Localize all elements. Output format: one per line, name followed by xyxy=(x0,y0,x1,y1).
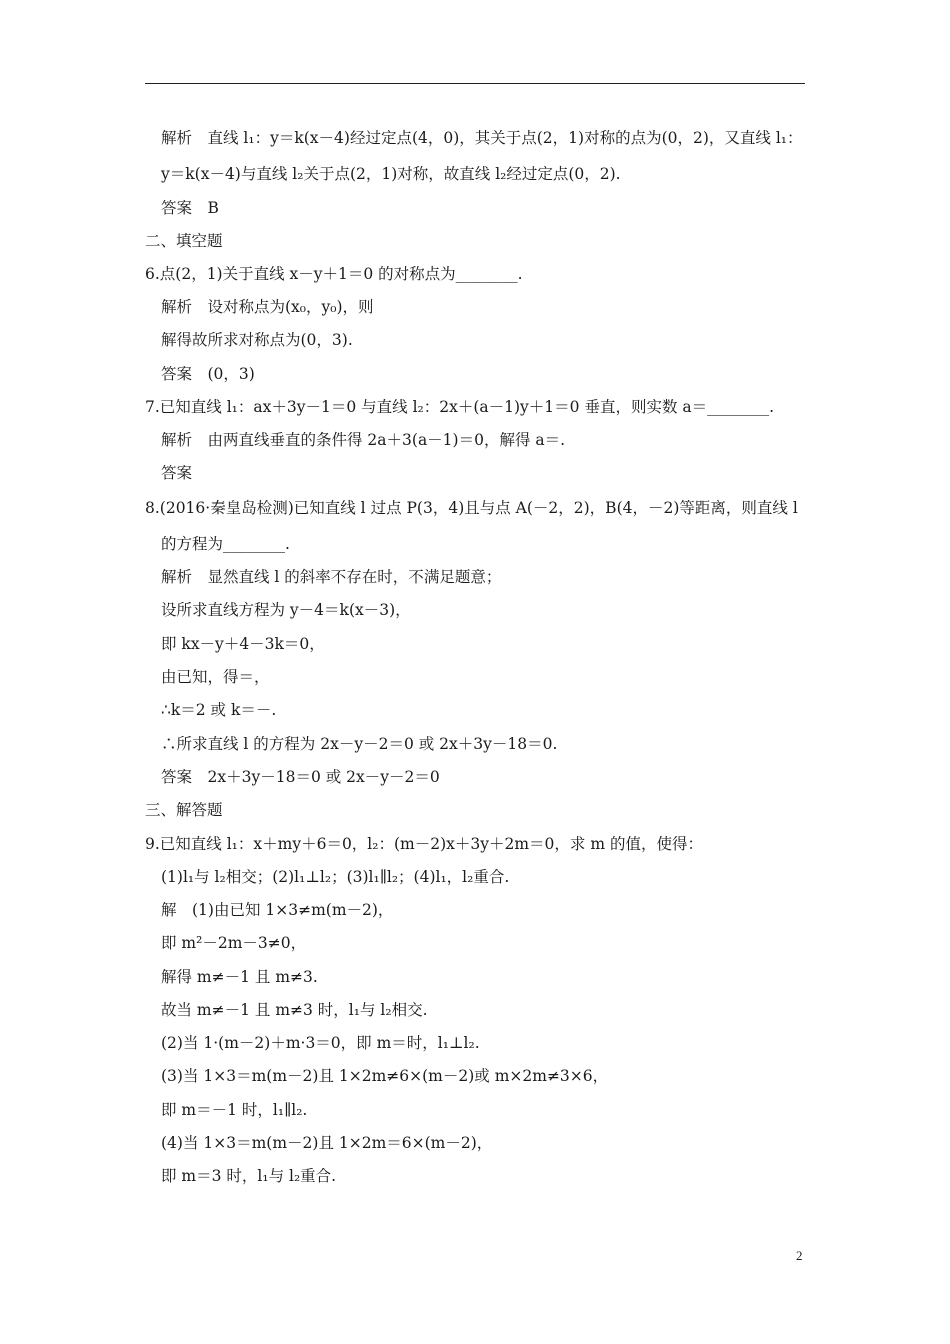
text-line: (4)当 1×3＝m(m－2)且 1×2m＝6×(m－2)， xyxy=(161,1134,493,1152)
text-line: 设所求直线方程为 y－4＝k(x－3)， xyxy=(161,601,411,619)
text-line: 解析 显然直线 l 的斜率不存在时，不满足题意； xyxy=(161,568,502,586)
text-line: (3)当 1×3＝m(m－2)且 1×2m≠6×(m－2)或 m×2m≠3×6， xyxy=(161,1067,609,1085)
text-line: ∴k＝2 或 k＝－. xyxy=(161,701,277,719)
text-line: 答案 2x＋3y－18＝0 或 2x－y－2＝0 xyxy=(161,768,440,786)
text-line: 由已知，得＝， xyxy=(161,668,270,686)
text-line: ∴所求直线 l 的方程为 2x－y－2＝0 或 2x＋3y－18＝0. xyxy=(161,735,558,753)
section-heading: 二、填空题 xyxy=(145,232,223,250)
text-line: 即 m＝－1 时，l₁∥l₂. xyxy=(161,1101,308,1119)
text-line: 解析 设对称点为(x₀，y₀)，则 xyxy=(161,298,374,316)
text-line: (2)当 1·(m－2)＋m·3＝0，即 m＝时，l₁⊥l₂. xyxy=(161,1034,480,1052)
text-line: (1)l₁与 l₂相交；(2)l₁⊥l₂；(3)l₁∥l₂；(4)l₁，l₂重合. xyxy=(161,868,510,886)
text-line: 故当 m≠－1 且 m≠3 时，l₁与 l₂相交. xyxy=(161,1001,428,1019)
question-line: 8.(2016·秦皇岛检测)已知直线 l 过点 P(3，4)且与点 A(－2，2)，B(4，－2)等距离，则直线 l xyxy=(145,499,798,517)
text-line: 答案 (0，3) xyxy=(161,365,255,383)
text-line: 答案 B xyxy=(161,199,219,217)
text-line: 即 m＝3 时，l₁与 l₂重合. xyxy=(161,1167,337,1185)
text-line: 解析 由两直线垂直的条件得 2a＋3(a－1)＝0，解得 a＝. xyxy=(161,431,566,449)
text-line: 解得 m≠－1 且 m≠3. xyxy=(161,968,318,986)
question-line: 9.已知直线 l₁：x＋my＋6＝0，l₂：(m－2)x＋3y＋2m＝0，求 m 的值，使得： xyxy=(145,835,703,853)
text-line: y＝k(x－4)与直线 l₂关于点(2，1)对称，故直线 l₂经过定点(0，2). xyxy=(161,165,621,183)
section-heading: 三、解答题 xyxy=(145,801,223,819)
text-line: 答案 xyxy=(161,464,193,482)
text-line: 解析 直线 l₁：y＝k(x－4)经过定点(4，0)，其关于点(2，1)对称的点为(0，2)，又直线 l₁： xyxy=(161,129,803,147)
text-line: 即 m²－2m－3≠0， xyxy=(161,934,307,952)
header-rule xyxy=(145,83,805,84)
text-line: 解得故所求对称点为(0，3). xyxy=(161,331,353,349)
text-line: 的方程为________. xyxy=(161,535,290,553)
text-line: 解 (1)由已知 1×3≠m(m－2)， xyxy=(161,901,394,919)
question-line: 6.点(2，1)关于直线 x－y＋1＝0 的对称点为________. xyxy=(145,265,523,283)
question-line: 7.已知直线 l₁：ax＋3y－1＝0 与直线 l₂：2x＋(a－1)y＋1＝0 垂直，则实数 a＝________. xyxy=(145,398,775,416)
page-number: 2 xyxy=(796,1248,803,1263)
text-line: 即 kx－y＋4－3k＝0， xyxy=(161,635,325,653)
